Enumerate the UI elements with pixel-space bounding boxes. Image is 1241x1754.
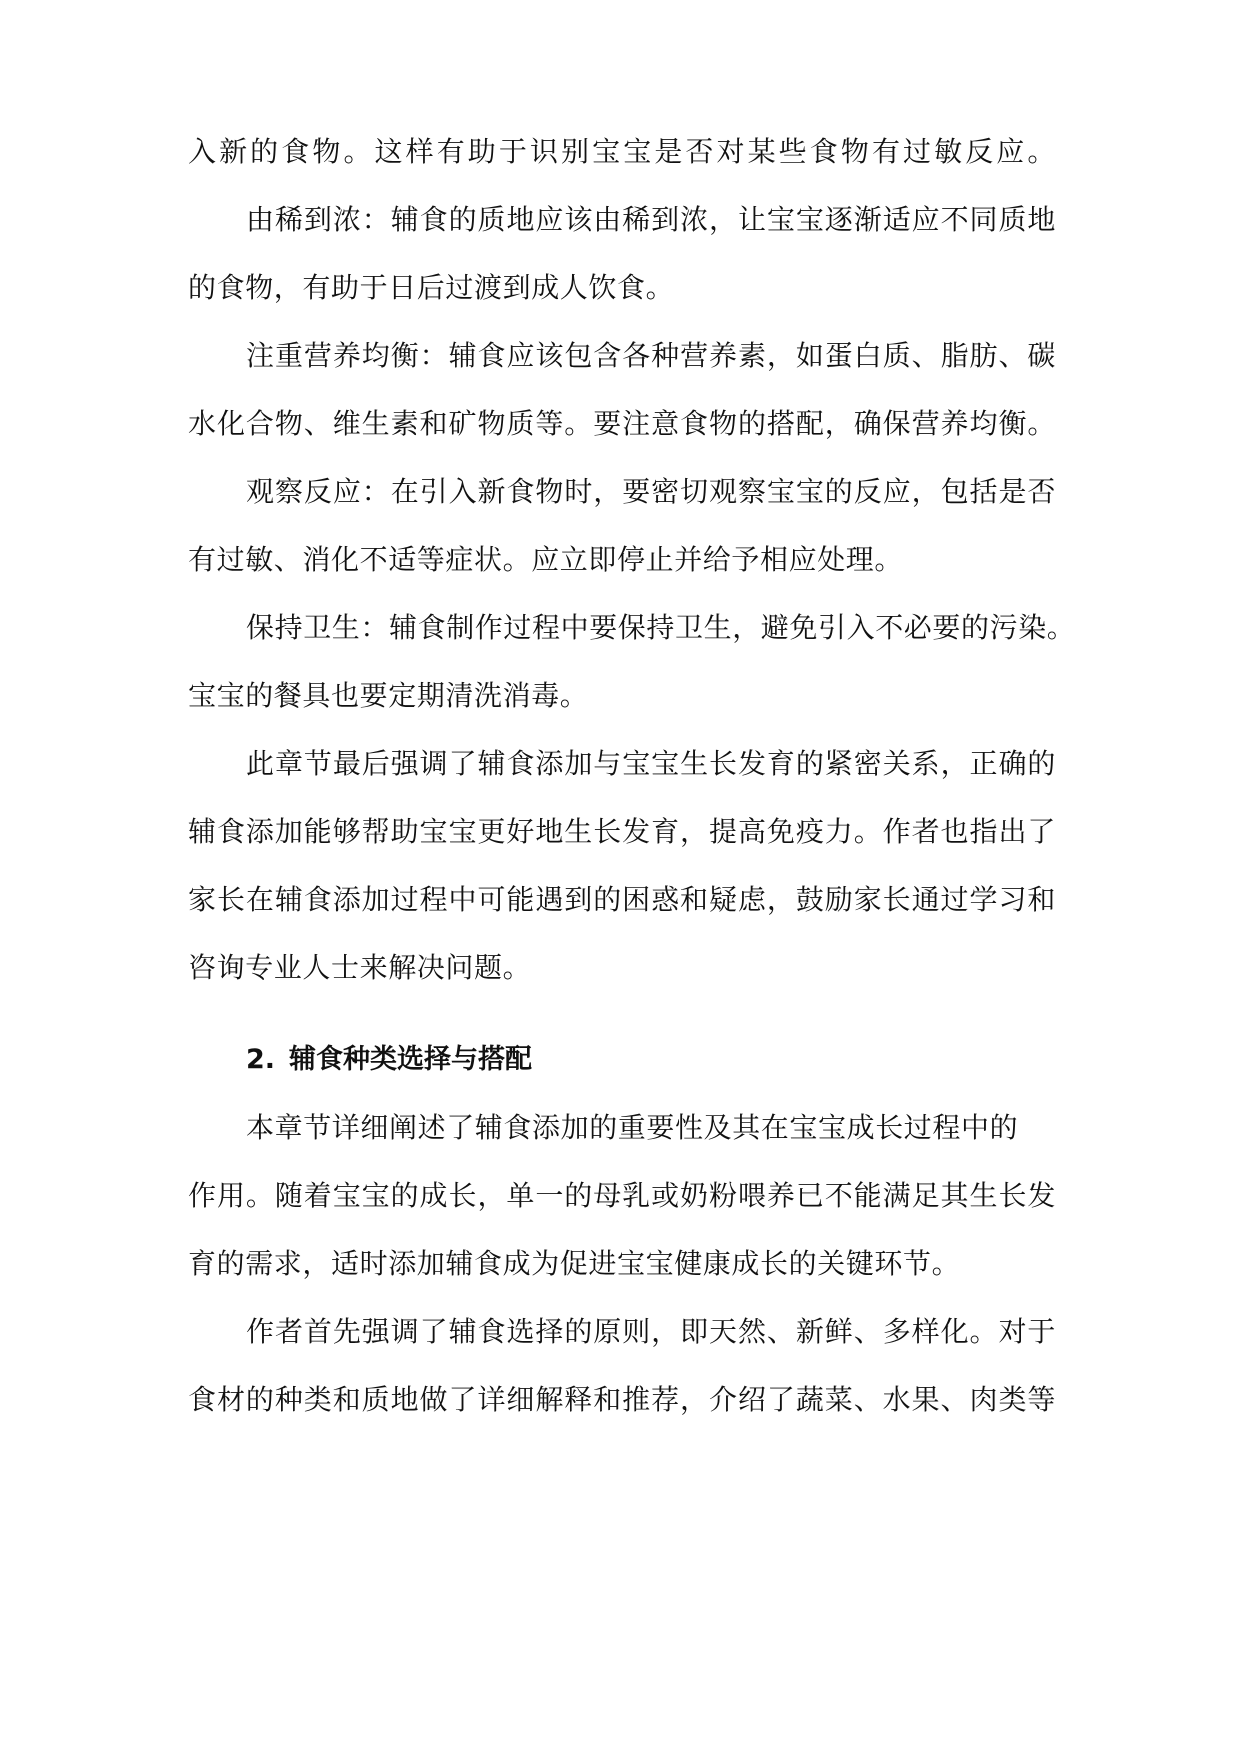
- section-number: 2.: [246, 1044, 276, 1075]
- section-heading: [246, 1040, 532, 1080]
- paragraph-line: 的食物，有助于日后过渡到成人饮食。: [188, 271, 675, 304]
- paragraph-line: 水化合物、维生素和矿物质等。要注意食物的搭配，确保营养均衡。: [188, 407, 1056, 440]
- paragraph-line: 入新的食物。这样有助于识别宝宝是否对某些食物有过敏反应。: [188, 135, 1056, 168]
- paragraph-line: 食材的种类和质地做了详细解释和推荐，介绍了蔬菜、水果、肉类等: [188, 1383, 1056, 1416]
- section-title: 辅食种类选择与搭配: [289, 1044, 533, 1075]
- paragraph-line: 保持卫生：辅食制作过程中要保持卫生，避免引入不必要的污染。: [246, 611, 1076, 644]
- paragraph-line: 由稀到浓：辅食的质地应该由稀到浓，让宝宝逐渐适应不同质地: [246, 203, 1056, 236]
- paragraph-line: 注重营养均衡：辅食应该包含各种营养素，如蛋白质、脂肪、碳: [246, 339, 1056, 372]
- paragraph-line: 育的需求，适时添加辅食成为促进宝宝健康成长的关键环节。: [188, 1247, 961, 1280]
- paragraph-line: 宝宝的餐具也要定期清洗消毒。: [188, 679, 589, 712]
- paragraph-line: 作者首先强调了辅食选择的原则，即天然、新鲜、多样化。对于: [246, 1315, 1056, 1348]
- paragraph-line: 家长在辅食添加过程中可能遇到的困惑和疑虑，鼓励家长通过学习和: [188, 883, 1056, 916]
- paragraph-line: 辅食添加能够帮助宝宝更好地生长发育，提高免疫力。作者也指出了: [188, 815, 1056, 848]
- paragraph-line: 观察反应：在引入新食物时，要密切观察宝宝的反应，包括是否: [246, 475, 1056, 508]
- paragraph-line: 本章节详细阐述了辅食添加的重要性及其在宝宝成长过程中的: [246, 1111, 1019, 1144]
- paragraph-line: 咨询专业人士来解决问题。: [188, 951, 532, 984]
- paragraph-line: 有过敏、消化不适等症状。应立即停止并给予相应处理。: [188, 543, 904, 576]
- paragraph-line: 作用。随着宝宝的成长，单一的母乳或奶粉喂养已不能满足其生长发: [188, 1179, 1056, 1212]
- paragraph-line: 此章节最后强调了辅食添加与宝宝生长发育的紧密关系，正确的: [246, 747, 1056, 780]
